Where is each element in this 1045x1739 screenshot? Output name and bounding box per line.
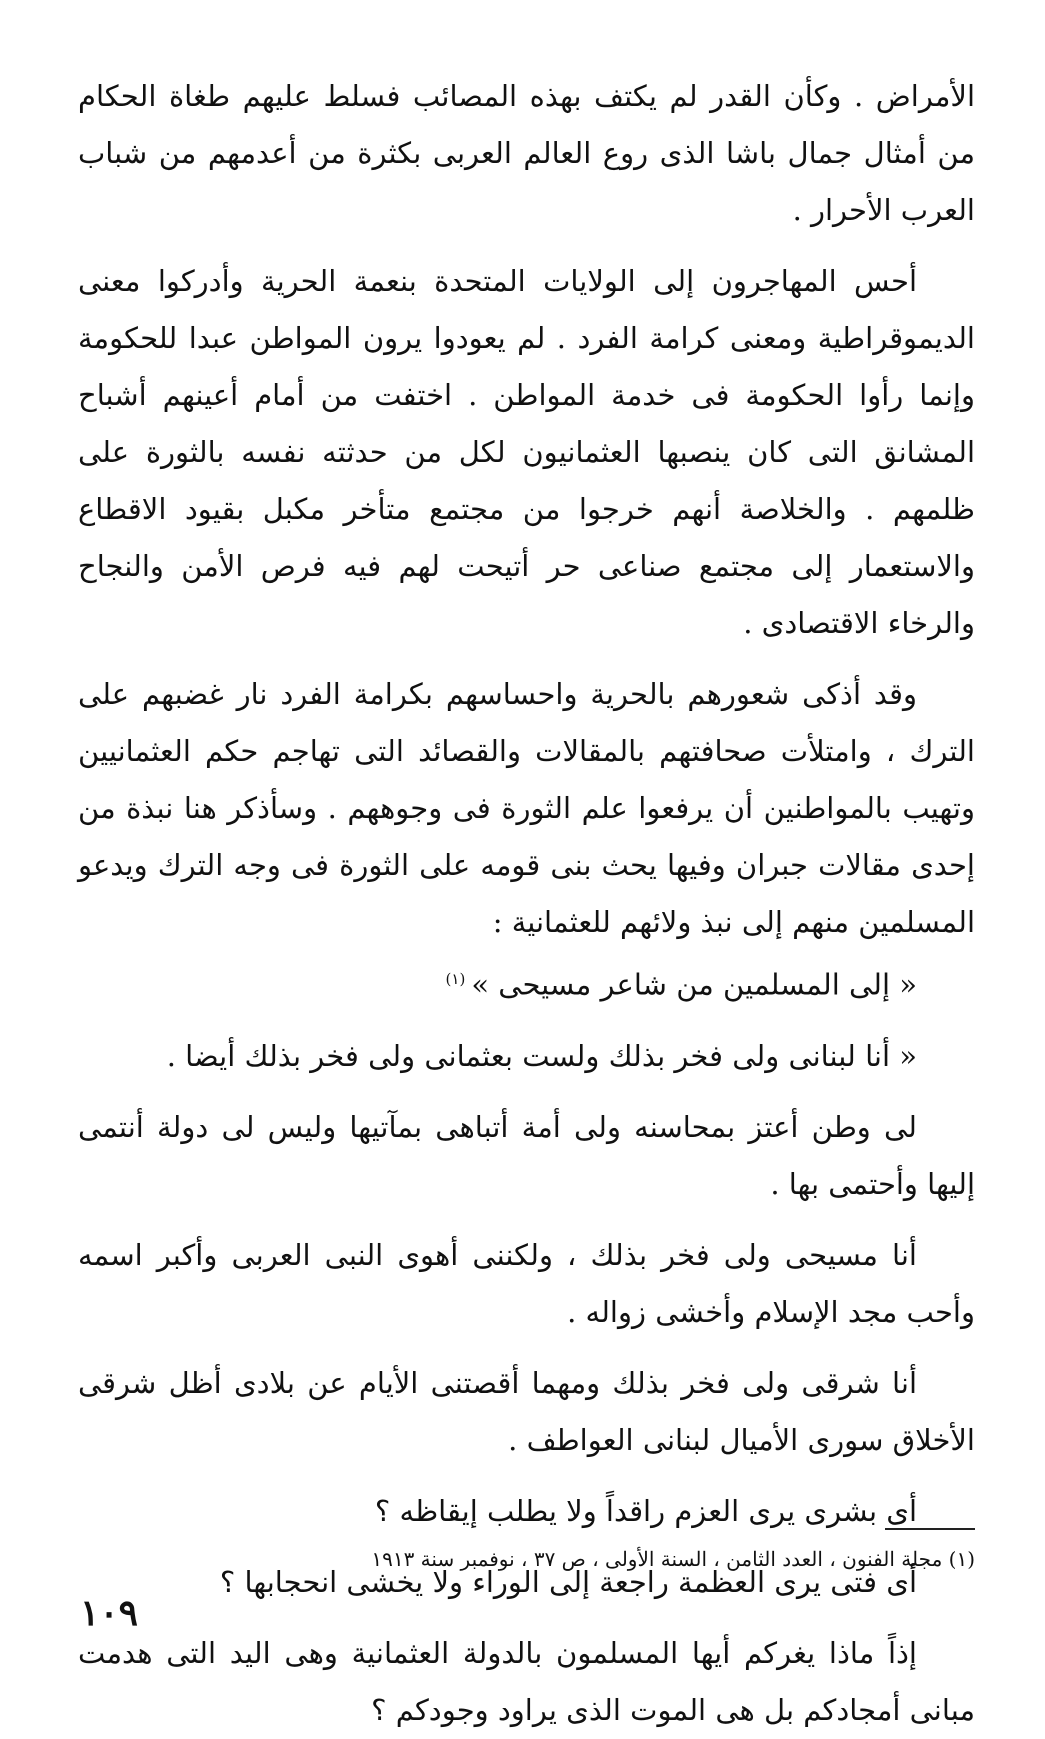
quote-heading bbox=[78, 951, 975, 1014]
quote-paragraph-2: لى وطن أعتز بمحاسنه ولى أمة أتباهى بمآتيها وليس لى دولة أنتمى إليها وأحتمى بها . bbox=[78, 1109, 975, 1201]
quote-heading-text: « إلى المسلمين من شاعر مسيحى » bbox=[471, 967, 917, 1002]
quote-paragraph-4: أنا شرقى ولى فخر بذلك ومهما أقصتنى الأيام عن بلادى أظل شرقى الأخلاق سورى الأميال لبنانى العواطف . bbox=[78, 1365, 975, 1457]
body-paragraph-1: الأمراض . وكأن القدر لم يكتف بهذه المصائب فسلط عليهم طغاة الحكام من أمثال جمال باشا الذى روع العالم العربى بكثرة من أعدمهم من شباب العرب الأحرار . bbox=[78, 79, 975, 227]
footnote-marker: (١) bbox=[445, 970, 466, 988]
quoted-article bbox=[78, 951, 975, 1739]
quote-paragraph-3: أنا مسيحى ولى فخر بذلك ، ولكننى أهوى النبى العربى وأكبر اسمه وأحب مجد الإسلام وأخشى زواله . bbox=[78, 1237, 975, 1329]
quote-verse-2: أى فتى يرى العظمة راجعة إلى الوراء ولا يخشى انحجابها ؟ bbox=[219, 1564, 917, 1599]
page-number: ١٠٩ bbox=[80, 1592, 139, 1634]
quote-paragraph-1: « أنا لبنانى ولى فخر بذلك ولست بعثمانى ولى فخر بذلك أيضا . bbox=[166, 1038, 917, 1073]
quote-verse-3: إذاً ماذا يغركم أيها المسلمون بالدولة العثمانية وهى اليد التى هدمت مبانى أمجادكم بل هى الموت الذى يراود وجودكم ؟ bbox=[78, 1635, 975, 1727]
footnote-divider bbox=[885, 1528, 975, 1530]
body-paragraph-2: أحس المهاجرون إلى الولايات المتحدة بنعمة الحرية وأدركوا معنى الديموقراطية ومعنى كرامة الفرد . لم يعودوا يرون المواطن عبدا للحكومة وإنما رأوا الحكومة فى خدمة المواطن . اختفت من أمام أعينهم أشباح المشانق التى كان ينصبها العثمانيون لكل من حدثته نفسه بالثورة على ظلمهم . والخلاصة أنهم خرجوا من مجتمع متأخر مكبل بقيود الاقطاع والاستعمار إلى مجتمع صناعى حر أتيحت لهم فيه فرص الأمن والنجاح والرخاء الاقتصادى . bbox=[78, 264, 975, 640]
footnote: (١) مجلة الفنون ، العدد الثامن ، السنة الأولى ، ص ٣٧ ، نوفمبر سنة ١٩١٣ bbox=[371, 1547, 975, 1571]
quote-verse-1: أى بشرى يرى العزم راقداً ولا يطلب إيقاظه ؟ bbox=[374, 1493, 917, 1528]
body-paragraph-3: وقد أذكى شعورهم بالحرية واحساسهم بكرامة الفرد نار غضبهم على الترك ، وامتلأت صحافتهم بالمقالات والقصائد التى تهاجم حكم العثمانيين وتهيب بالمواطنين أن يرفعوا علم الثورة فى وجوههم . وسأذكر هنا نبذة من إحدى مقالات جبران وفيها يحث بنى قومه على الثورة فى وجه الترك ويدعو المسلمين منهم إلى نبذ ولائهم للعثمانية : bbox=[78, 677, 975, 939]
